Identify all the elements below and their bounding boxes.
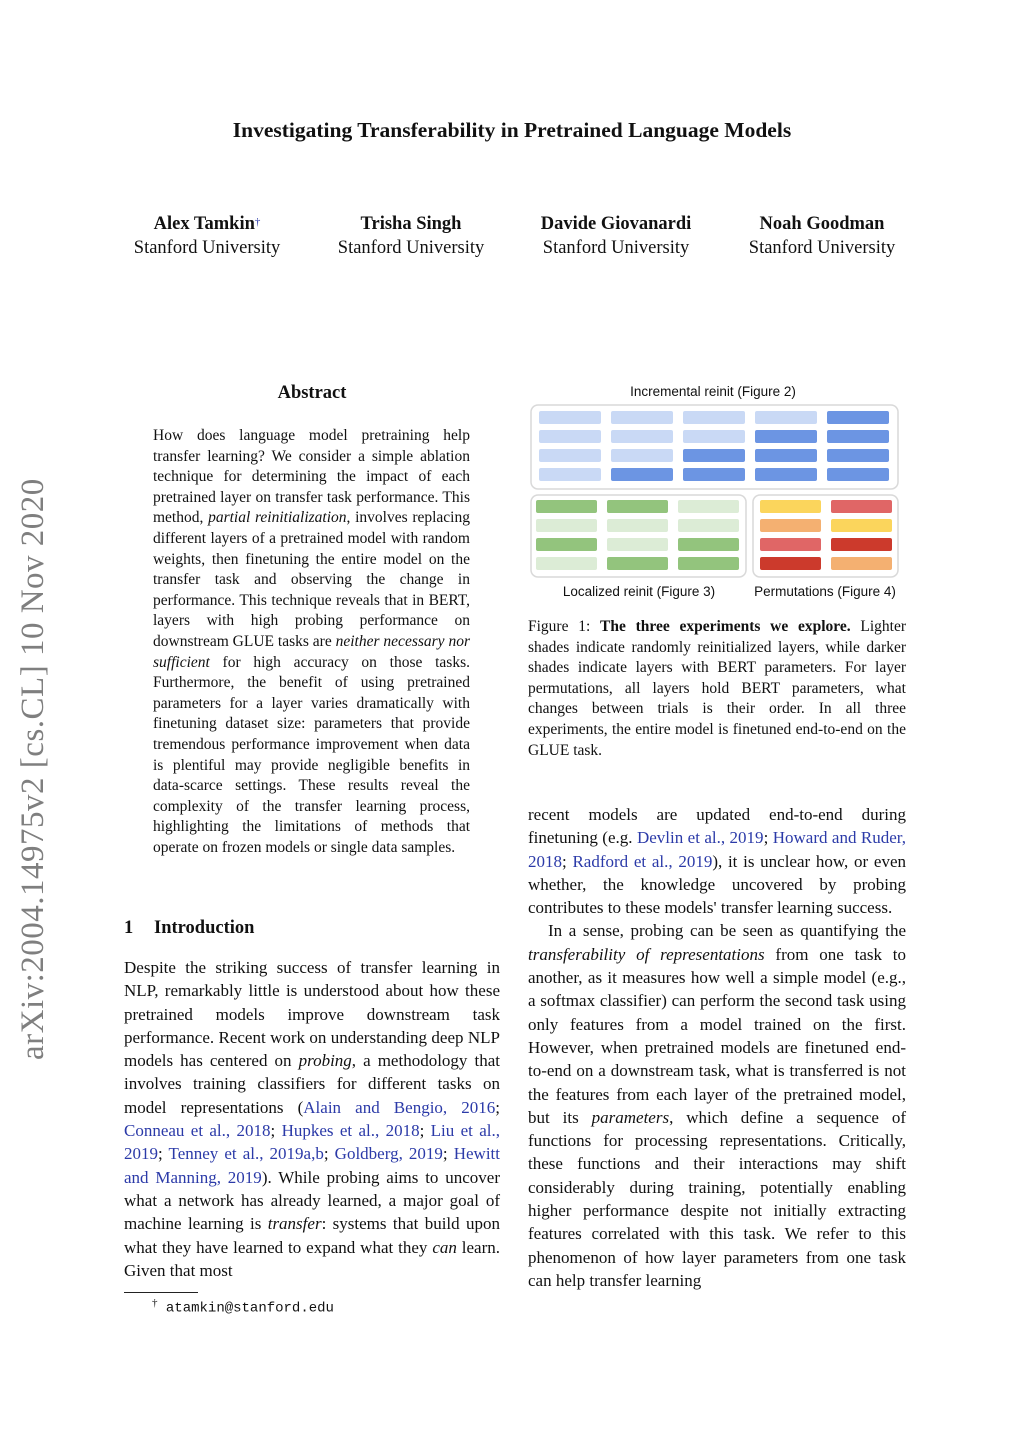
author-affiliation: Stanford University <box>133 238 281 258</box>
layer-block <box>831 538 892 551</box>
emphasis: transfer <box>267 1214 322 1234</box>
layer-block <box>827 468 889 481</box>
caption-title: The three experiments we explore. <box>600 618 851 635</box>
layer-block <box>755 411 817 424</box>
layer-block <box>607 500 668 513</box>
layer-block <box>607 519 668 532</box>
figure-label-incremental: Incremental reinit (Figure 2) <box>630 384 796 399</box>
arxiv-identifier[interactable]: arXiv:2004.14975v2 [cs.CL] 10 Nov 2020 <box>15 478 51 1060</box>
author-affiliation: Stanford University <box>748 238 896 258</box>
abstract-text: How does language model pretraining help transfer learning? We consider a simple ablation technique for determining the impact of each pretrained layer on transfer task performance. This method, <box>153 427 470 527</box>
abstract-heading: Abstract <box>277 383 347 403</box>
abstract-text: for high accuracy on those tasks. Furthermore, the benefit of using pretrained parameters for a layer varies dramatically with finetuning dataset size: parameters that provide tremendous performance improvement when data is plentiful may provide negligible benefits in data-scarce settings. These results reveal the complexity of the transfer learning process, highlighting the limitations of methods that operate on frozen models or single data samples. <box>153 653 470 856</box>
body-text: ). While probing aims to uncover what a network has already learned, a major goal of machine learning is <box>124 1167 500 1234</box>
section-heading <box>124 918 254 939</box>
author-name: Trisha Singh <box>360 214 462 234</box>
author-affiliation: Stanford University <box>542 238 690 258</box>
separator: ; <box>270 1121 282 1141</box>
layer-block <box>831 557 892 570</box>
layer-block <box>683 411 745 424</box>
citation-link[interactable]: Conneau et al., 2018 <box>124 1121 271 1141</box>
layer-block <box>678 519 739 532</box>
abstract-text: , involves replacing different layers of a pretrained model with random weights, then finetuning the entire model on the transfer task and observing the change in performance. This technique reveals that in BERT, layers with high probing performance on downstream GLUE tasks are <box>153 509 470 650</box>
emphasis: parameters <box>591 1107 670 1127</box>
body-text: , which define a sequence of functions for processing representations. Critically, these functions and their interactions may shift considerably during training, potentially enabling higher performance despite not initially extracting features correlated with this task. We refer to this phenomenon of how layer parameters from one task can help transfer learning <box>528 1107 906 1290</box>
footnote-rule <box>124 1292 198 1293</box>
layer-block <box>760 538 821 551</box>
right-column-text <box>528 803 906 1292</box>
author-3 <box>506 212 726 260</box>
emphasis: transferability of representations <box>528 944 765 964</box>
body-text: from one task to another, as it measures how well a simple model (e.g., a softmax classifier) can perform the second task using only features from a model trained on the first. However, when pretrained models are finetuned end-to-end on a downstream task, what is transferred is not the features from each layer of the pretrained model, but its <box>528 944 906 1127</box>
layer-block <box>678 538 739 551</box>
layer-block <box>611 449 673 462</box>
layer-block <box>539 430 601 443</box>
paragraph <box>528 919 906 1292</box>
author-affiliation: Stanford University <box>337 238 485 258</box>
separator: ; <box>495 1097 501 1117</box>
layer-block <box>831 519 892 532</box>
abstract-emphasis: neither necessary nor sufficient <box>153 632 470 671</box>
author-name: Noah Goodman <box>759 214 885 234</box>
intro-paragraph <box>124 956 500 1282</box>
body-text: recent models are updated end-to-end during finetuning (e.g. <box>528 805 906 848</box>
layer-block <box>536 519 597 532</box>
emphasis: can <box>432 1237 457 1257</box>
paragraph <box>528 803 906 919</box>
body-text: , a methodology that involves training classifiers for different tasks on model representations ( <box>124 1051 500 1117</box>
author-name: Alex Tamkin <box>153 214 255 234</box>
emphasis: probing <box>298 1051 352 1071</box>
citation-link[interactable]: Liu et al., 2019 <box>124 1121 501 1164</box>
layer-block <box>539 449 601 462</box>
layer-block <box>683 430 745 443</box>
body-text: Despite the striking success of transfer learning in NLP, remarkably little is understood about how these pretrained models improve downstream task performance. Recent work on understanding deep NLP models has centered on <box>124 958 500 1071</box>
citation-link[interactable]: Hupkes et al., 2018 <box>281 1121 420 1141</box>
layer-block <box>611 468 673 481</box>
figure-label-permutations: Permutations (Figure 4) <box>754 584 896 599</box>
citation-link[interactable]: Tenney et al., 2019a,b <box>168 1144 324 1164</box>
layer-block <box>678 557 739 570</box>
section-number: 1 <box>124 918 134 938</box>
citation-link[interactable]: Goldberg, 2019 <box>334 1144 443 1164</box>
layer-block <box>755 449 817 462</box>
layer-block <box>536 500 597 513</box>
citation-link[interactable]: Alain and Bengio, 2016 <box>303 1097 496 1117</box>
author-4 <box>712 212 932 260</box>
body-text: learn. Given that most <box>124 1237 500 1280</box>
layer-block <box>611 411 673 424</box>
citation-link[interactable]: Hewitt and Manning, 2019 <box>124 1144 500 1187</box>
separator: ; <box>158 1144 169 1164</box>
layer-block <box>536 538 597 551</box>
caption-text: Lighter shades indicate randomly reinitialized layers, while darker shades indicate layers with BERT parameters. For layer permutations, all layers hold BERT parameters, what changes between trials is their order. In all three experiments, the entire model is finetuned end-to-end on the GLUE task. <box>528 618 906 759</box>
figure-caption <box>528 617 906 761</box>
layer-block <box>539 411 601 424</box>
layer-block <box>760 557 821 570</box>
author-name: Davide Giovanardi <box>540 214 692 234</box>
body-text: ), it is unclear how, or even whether, the knowledge uncovered by probing contributes to these models' transfer learning success. <box>528 851 906 918</box>
footnote <box>152 1297 334 1317</box>
layer-block <box>607 557 668 570</box>
layer-block <box>611 430 673 443</box>
body-text: In a sense, probing can be seen as quantifying the <box>548 921 906 941</box>
layer-block <box>827 430 889 443</box>
citation-link[interactable]: Radford et al., 2019 <box>572 851 713 871</box>
separator: ; <box>419 1121 431 1141</box>
layer-block <box>755 468 817 481</box>
separator: ; <box>442 1144 454 1164</box>
layer-block <box>760 500 821 513</box>
author-1 <box>97 212 317 260</box>
layer-block <box>827 449 889 462</box>
section-title: Introduction <box>154 918 255 938</box>
footnote-mark: † <box>152 1297 158 1309</box>
separator: ; <box>323 1144 335 1164</box>
footnote-mark: † <box>254 216 261 228</box>
separator: ; <box>763 828 773 848</box>
citation-link[interactable]: Devlin et al., 2019 <box>636 828 764 848</box>
figure-1-diagram <box>525 378 905 608</box>
paper-title: Investigating Transferability in Pretrained Language Models <box>232 118 792 142</box>
abstract-emphasis: partial reinitialization <box>208 509 347 527</box>
layer-block <box>755 430 817 443</box>
citation-link[interactable]: Howard and Ruder, 2018 <box>528 828 906 871</box>
layer-block <box>678 500 739 513</box>
layer-block <box>760 519 821 532</box>
layer-block <box>683 449 745 462</box>
layer-block <box>827 411 889 424</box>
layer-block <box>536 557 597 570</box>
figure-label-localized: Localized reinit (Figure 3) <box>562 584 716 599</box>
layer-block <box>607 538 668 551</box>
body-text: : systems that build upon what they have learned to expand what they <box>124 1214 501 1257</box>
layer-block <box>831 500 892 513</box>
author-2 <box>301 212 521 260</box>
separator: ; <box>562 851 573 871</box>
layer-block <box>539 468 601 481</box>
abstract-body <box>153 426 470 858</box>
caption-label: Figure 1: <box>528 618 601 635</box>
footnote-email[interactable]: atamkin@stanford.edu <box>165 1300 334 1317</box>
layer-block <box>683 468 745 481</box>
